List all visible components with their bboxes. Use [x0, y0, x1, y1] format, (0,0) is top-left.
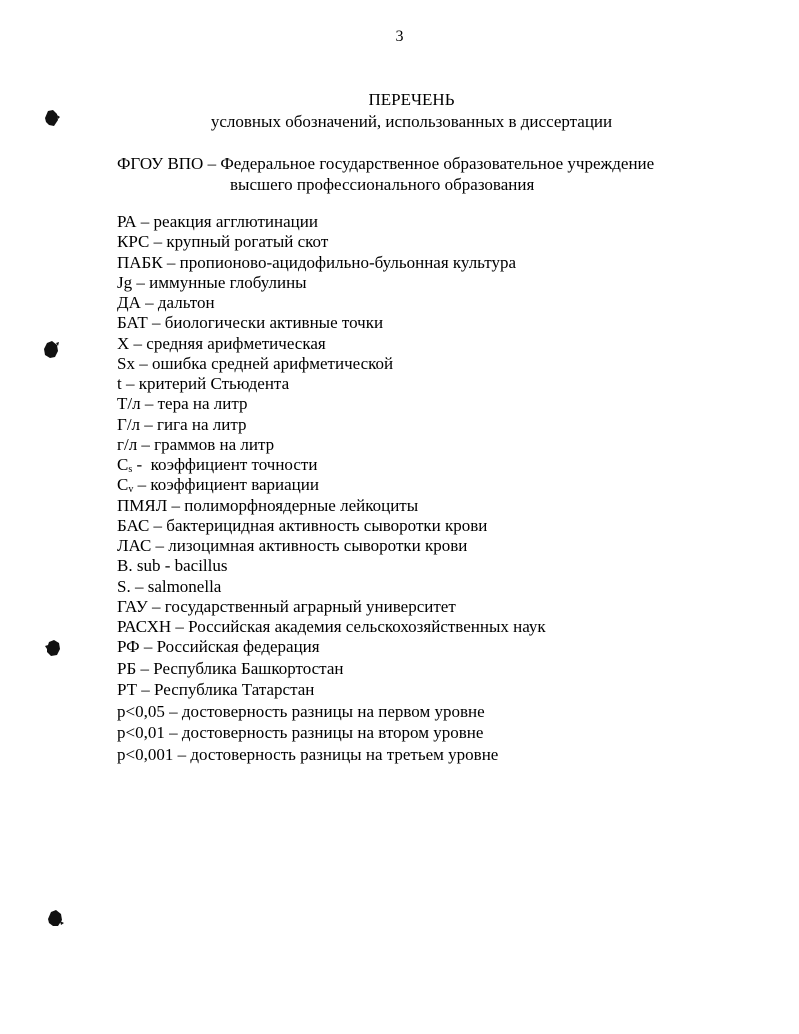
list-item: ДА – дальтон	[117, 293, 215, 312]
list-item: p<0,01 – достоверность разницы на втором уровне	[117, 723, 484, 742]
list-item: Г/л – гига на литр	[117, 414, 247, 434]
abbreviation-list	[117, 212, 546, 765]
symbol-definition: - коэффициент точности	[132, 455, 318, 474]
list-item: ГАУ – государственный аграрный университет	[117, 596, 456, 616]
symbol-base: C	[117, 475, 129, 495]
list-item: РФ – Российская федерация	[117, 637, 320, 657]
list-item: t – критерий Стьюдента	[117, 374, 290, 393]
symbol-subscript: s	[128, 464, 133, 475]
list-item: ЛАС – лизоцимная активность сыворотки крови	[117, 536, 468, 555]
symbol-subscript: v	[128, 484, 134, 496]
page-title: ПЕРЕЧЕНЬ	[368, 90, 455, 109]
punch-hole-mark-3	[44, 638, 62, 658]
page-number: 3	[395, 28, 404, 45]
page-subtitle: условных обозначений, использованных в диссертации	[210, 112, 613, 131]
fgou-definition	[117, 153, 757, 195]
list-item	[117, 455, 546, 475]
fgou-line-2: высшего профессионального образования	[230, 175, 535, 194]
symbol-base: C	[117, 455, 129, 474]
symbol-definition: – коэффициент вариации	[133, 475, 319, 495]
list-item: РБ – Республика Башкортостан	[117, 658, 344, 678]
list-item: БАТ – биологически активные точки	[117, 313, 384, 333]
list-item: Т/л – тера на литр	[117, 394, 248, 414]
punch-hole-mark-2	[42, 340, 60, 360]
list-item: p<0,05 – достоверность разницы на первом уровне	[117, 701, 485, 721]
list-item: X – средняя арифметическая	[117, 333, 326, 353]
list-item: РТ – Республика Татарстан	[117, 680, 315, 699]
list-item: p<0,001 – достоверность разницы на третьем уровне	[117, 744, 499, 764]
fgou-line-1: ФГОУ ВПО – Федеральное государственное образовательное учреждение	[117, 154, 655, 173]
list-item: Jg – иммунные глобулины	[117, 272, 307, 292]
list-item: БАС – бактерицидная активность сыворотки крови	[117, 515, 488, 535]
punch-hole-mark-4	[46, 908, 64, 928]
list-item: S. – salmonella	[117, 576, 222, 596]
list-item: ПМЯЛ – полиморфноядерные лейкоциты	[117, 495, 419, 515]
list-item: ПАБК – пропионово-ацидофильно-бульонная культура	[117, 252, 517, 272]
list-item	[117, 475, 546, 495]
list-item: КРС – крупный рогатый скот	[117, 232, 329, 252]
list-item: г/л – граммов на литр	[117, 434, 275, 454]
punch-hole-mark-1	[42, 108, 60, 128]
list-item: РАСХН – Российская академия сельскохозяйственных наук	[117, 617, 546, 636]
list-item: B. sub - bacillus	[117, 556, 228, 576]
list-item: РА – реакция агглютинации	[117, 212, 318, 231]
list-item: Sx – ошибка средней арифметической	[117, 353, 394, 373]
